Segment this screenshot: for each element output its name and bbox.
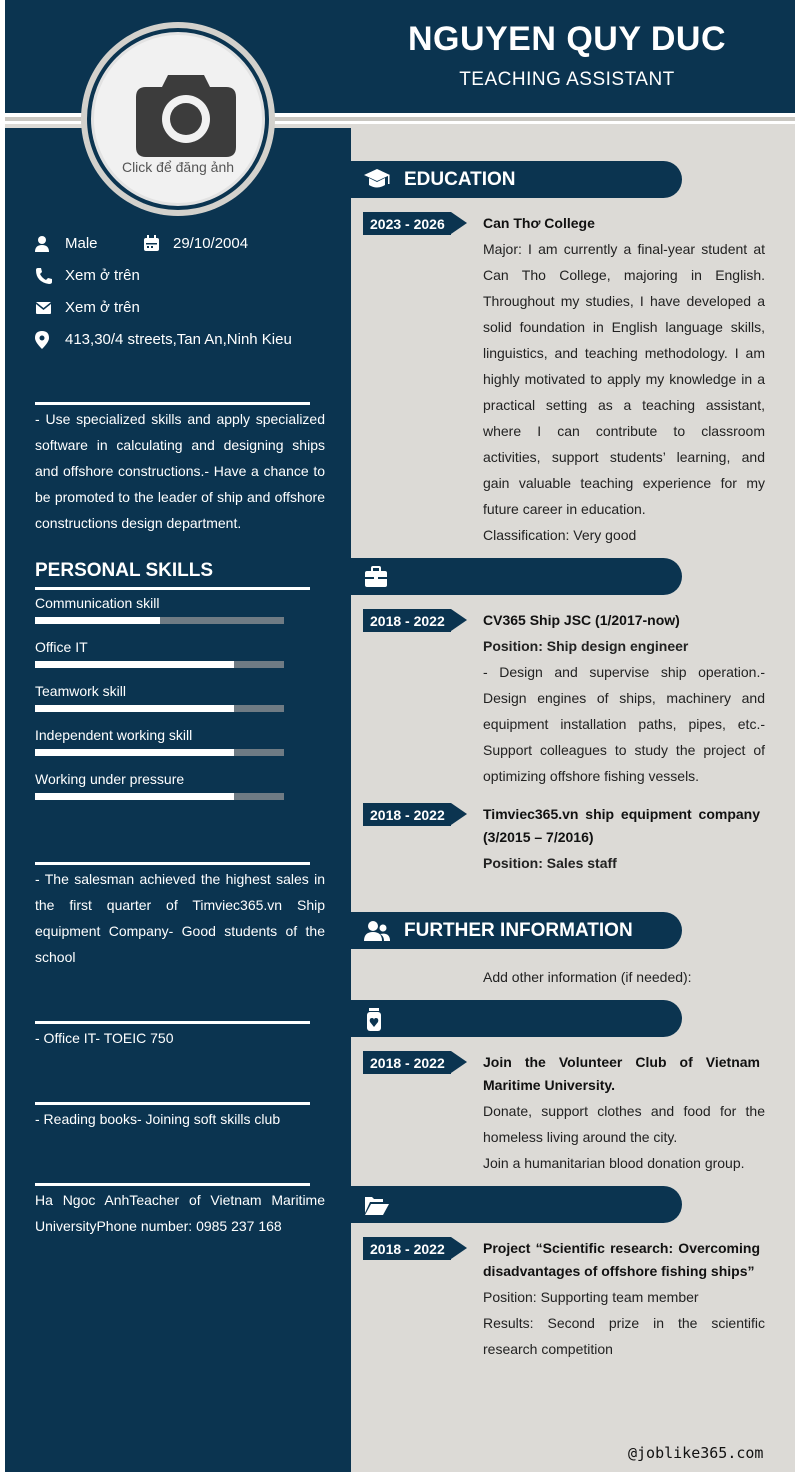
phone-row bbox=[35, 267, 315, 287]
company-name[interactable]: CV365 Ship JSC (1/2017-now) bbox=[483, 612, 680, 628]
skills-title[interactable]: PERSONAL SKILLS bbox=[35, 560, 214, 581]
further-info-text[interactable]: Add other information (if needed): bbox=[483, 969, 692, 985]
skill-level-fill bbox=[35, 617, 160, 624]
job-title[interactable]: TEACHING ASSISTANT bbox=[459, 69, 675, 90]
experience-date bbox=[363, 609, 467, 632]
users-icon bbox=[363, 919, 391, 943]
section-rule bbox=[35, 402, 310, 405]
gender-row bbox=[35, 235, 155, 255]
skill-name[interactable]: Office IT bbox=[35, 639, 88, 655]
section-rule bbox=[35, 1021, 310, 1024]
birthday-row bbox=[143, 235, 323, 255]
folder-open-icon bbox=[363, 1193, 391, 1217]
phone-value[interactable]: Xem ở trên bbox=[65, 267, 140, 284]
activities-header bbox=[351, 1000, 682, 1037]
skill-level-fill bbox=[35, 793, 234, 800]
education-title[interactable]: EDUCATION bbox=[404, 169, 516, 190]
skill-level-bar bbox=[35, 705, 284, 712]
project-name[interactable]: Project “Scientific research: Overcoming disadvantages of offshore fishing ships” bbox=[483, 1240, 760, 1279]
career-objective[interactable]: - Use specialized skills and apply specialized software in calculating and designing ships and offshore constructions.- Have a chance to be promoted to the leader of ship and offshore constructions design department. bbox=[35, 411, 325, 531]
envelope-icon bbox=[35, 299, 53, 317]
section-rule bbox=[35, 1102, 310, 1105]
user-icon bbox=[35, 235, 53, 253]
phone-icon bbox=[35, 267, 53, 285]
email-row bbox=[35, 299, 315, 319]
cv-page bbox=[5, 0, 795, 1472]
skill-level-bar bbox=[35, 617, 284, 624]
job-position[interactable]: Position: Sales staff bbox=[483, 855, 617, 871]
sidebar bbox=[5, 128, 351, 1472]
experience-header bbox=[351, 558, 682, 595]
company-name[interactable]: Timviec365.vn ship equipment company (3/2015 – 7/2016) bbox=[483, 806, 760, 845]
skill-level-fill bbox=[35, 705, 234, 712]
date-label[interactable]: 2023 - 2026 bbox=[370, 216, 445, 232]
project-position[interactable]: Position: Supporting team member bbox=[483, 1289, 699, 1305]
activity-org[interactable]: Join the Volunteer Club of Vietnam Maritime University. bbox=[483, 1054, 760, 1093]
certificates-text[interactable]: - Office IT- TOEIC 750 bbox=[35, 1030, 174, 1046]
skill-level-bar bbox=[35, 793, 284, 800]
candidate-name[interactable]: NGUYEN QUY DUC bbox=[407, 20, 727, 58]
skill-name[interactable]: Communication skill bbox=[35, 595, 160, 611]
camera-icon bbox=[134, 69, 238, 157]
references-text[interactable]: Ha Ngoc AnhTeacher of Vietnam Maritime UniversityPhone number: 0985 237 168 bbox=[35, 1192, 325, 1234]
job-description[interactable]: - Design and supervise ship operation.- Design engines of ships, machinery and equipment installation paths, pipes, etc.- Support colleagues to study the project of optimizing offshore fishing vessels. bbox=[483, 664, 765, 784]
education-date bbox=[363, 212, 467, 235]
avatar-caption: Click để đăng ảnh bbox=[121, 159, 235, 175]
skill-level-fill bbox=[35, 749, 234, 756]
date-label[interactable]: 2018 - 2022 bbox=[370, 1241, 445, 1257]
location-pin-icon bbox=[35, 331, 53, 349]
job-position[interactable]: Position: Ship design engineer bbox=[483, 638, 689, 654]
email-value[interactable]: Xem ở trên bbox=[65, 299, 140, 316]
skill-name[interactable]: Independent working skill bbox=[35, 727, 193, 743]
date-label[interactable]: 2018 - 2022 bbox=[370, 807, 445, 823]
date-label[interactable]: 2018 - 2022 bbox=[370, 613, 445, 629]
activity-detail[interactable]: Donate, support clothes and food for the homeless living around the city. bbox=[483, 1103, 765, 1145]
projects-header bbox=[351, 1186, 682, 1223]
education-major[interactable]: Major: I am currently a final-year student at Can Tho College, majoring in English. Throughout my studies, I have developed a solid foundation in English language skills, linguistics, and teaching methodology. I am highly motivated to apply my knowledge in a practical setting as a teaching assistant, where I can contribute to classroom activities, support students’ learning, and gain valuable teaching experience for my future career in education. bbox=[483, 241, 765, 517]
skill-level-fill bbox=[35, 661, 234, 668]
avatar[interactable] bbox=[81, 22, 275, 216]
watermark: @joblike365.com bbox=[628, 1444, 764, 1462]
address-row bbox=[35, 331, 335, 351]
activity-detail[interactable]: Join a humanitarian blood donation group. bbox=[483, 1155, 745, 1171]
heart-jar-icon bbox=[363, 1007, 391, 1033]
gender-value[interactable]: Male bbox=[65, 235, 98, 252]
further-info-header bbox=[351, 912, 682, 949]
graduation-cap-icon bbox=[363, 168, 391, 192]
section-rule bbox=[35, 587, 310, 590]
projects-date bbox=[363, 1237, 467, 1260]
awards-text[interactable]: - The salesman achieved the highest sales in the first quarter of Timviec365.vn Ship equipment Company- Good students of the school bbox=[35, 871, 325, 965]
briefcase-icon bbox=[363, 565, 391, 589]
skill-name[interactable]: Teamwork skill bbox=[35, 683, 127, 699]
education-classification[interactable]: Classification: Very good bbox=[483, 527, 637, 543]
calendar-icon bbox=[143, 235, 161, 253]
education-header bbox=[351, 161, 682, 198]
date-label[interactable]: 2018 - 2022 bbox=[370, 1055, 445, 1071]
further-info-title[interactable]: FURTHER INFORMATION bbox=[404, 920, 633, 941]
skill-level-bar bbox=[35, 749, 284, 756]
experience-date bbox=[363, 803, 467, 826]
interests-text[interactable]: - Reading books- Joining soft skills club bbox=[35, 1111, 281, 1127]
section-rule bbox=[35, 862, 310, 865]
activities-date bbox=[363, 1051, 467, 1074]
skill-name[interactable]: Working under pressure bbox=[35, 771, 185, 787]
skill-level-bar bbox=[35, 661, 284, 668]
section-rule bbox=[35, 1183, 310, 1186]
project-result[interactable]: Results: Second prize in the scientific research competition bbox=[483, 1315, 765, 1357]
school-name[interactable]: Can Thơ College bbox=[483, 215, 595, 231]
address-value[interactable]: 413,30/4 streets,Tan An,Ninh Kieu bbox=[65, 331, 292, 348]
birthday-value[interactable]: 29/10/2004 bbox=[173, 235, 249, 252]
